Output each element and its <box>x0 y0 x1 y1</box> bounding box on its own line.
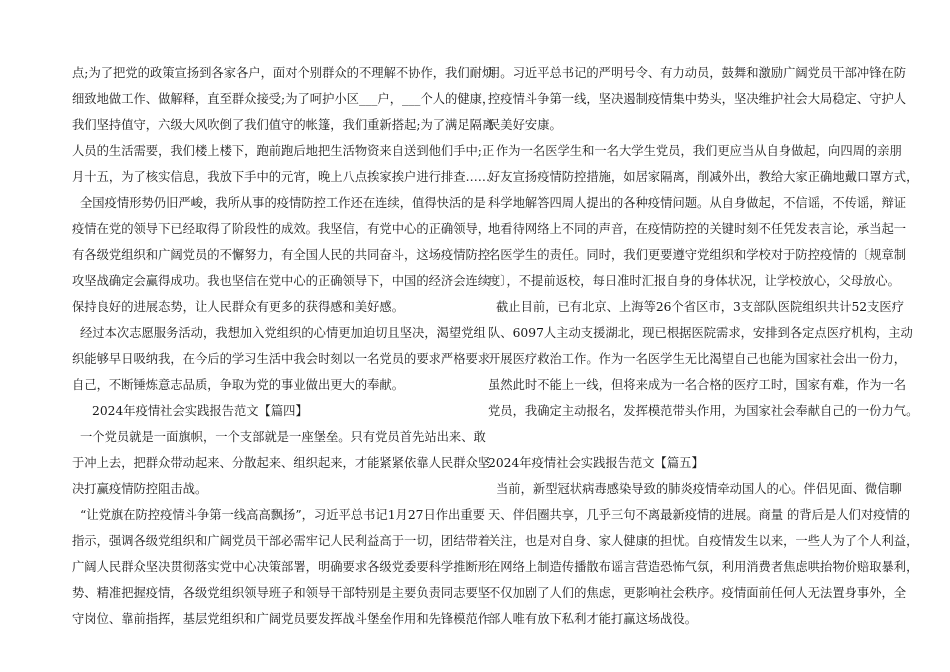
text-line: 不仅加剧了人们的焦虑，更影响社会秩序。疫情面前任何人无法置身事外，全 <box>488 586 907 600</box>
left-column <box>72 60 495 632</box>
section-heading: 2024年疫情社会实践报告范文【篇五】 <box>488 456 704 470</box>
paragraph <box>72 424 491 502</box>
text-line: 当前，新型冠状病毒感染导致的肺炎疫情牵动国人的心。伴侣见面、微信聊 <box>496 482 902 496</box>
right-column <box>488 60 919 632</box>
paragraph <box>488 138 919 294</box>
paragraph <box>72 320 491 398</box>
text-line: 党员，我确定主动报名，发挥模范带头作用，为国家社会奉献自己的一份力气。 <box>488 404 919 418</box>
text-line: 虽然此时不能上一线，但将来成为一名合格的医疗工时，国家有难，作为一名 <box>488 378 907 392</box>
text-line: 地看待网络上不同的声音，在疫情防控的关键时刻不任凭发表言论，承当起一 <box>488 222 907 236</box>
text-line: 月十五，为了核实信息，我放下手中的元宵，晚上八点挨家挨户进行排查…… <box>72 170 491 184</box>
paragraph <box>72 60 495 190</box>
text-line: 关注，也是对自身、家人健康的担忧。自疫情发生以来，一些人为了个人利益， <box>488 534 919 548</box>
text-line: 人员的生活需要，我们楼上楼下，跑前跑后地把生活物资来自送到他们手中;正 <box>72 144 495 158</box>
text-line: 队、6097人主动支援湖北，现已根据医院需求，安排到各定点医疗机构，主动 <box>488 326 913 340</box>
text-line: 作为一名医学生和一名大学生党员，我们更应当从自身做起，向四周的亲朋 <box>496 144 902 158</box>
text-line: 于冲上去，把群众带动起来、分散起来、组织起来，才能紧紧依靠人民群众坚 <box>72 456 491 470</box>
text-line: 全国疫情形势仍旧严峻，我所从事的疫情防控工作还在连续，值得快活的是 <box>80 196 486 210</box>
text-line: 攻坚战确定会赢得成功。我也坚信在党中心的正确领导下，中国的经济会连续 <box>72 274 491 288</box>
spacer <box>488 424 873 450</box>
text-line: 开展医疗救治工作。作为一名医学生无比渴望自己也能为国家社会出一份力， <box>488 352 907 366</box>
text-line: 经过本次志愿服务活动，我想加入党组织的心情更加迫切且坚决，渴望党组 <box>80 326 486 340</box>
text-line: 用。习近平总书记的严明号令、有力动员，鼓舞和激励广阔党员干部冲锋在防 <box>488 66 907 80</box>
text-line: 守岗位、靠前指挥，基层党组织和广阔党员要发挥战斗堡垒作用和先锋模范作 <box>72 612 491 626</box>
text-line: 科学地解答四周人提出的各种疫情问题。从自身做起，不信谣，不传谣，辩证 <box>488 196 907 210</box>
text-line: 一个党员就是一面旗帜，一个支部就是一座堡垒。只有党员首先站出来、敢 <box>80 430 486 444</box>
text-line: 有各级党组织和广阔党员的不懈努力，有全国人民的共同奋斗，这场疫情防控 <box>72 248 491 262</box>
text-line: 民美好安康。 <box>488 118 562 132</box>
text-line: 指示，强调各级党组织和广阔党员干部必需牢记人民利益高于一切，团结带着 <box>72 534 491 548</box>
section-heading: 2024年疫情社会实践报告范文【篇四】 <box>92 404 308 418</box>
paragraph <box>488 476 919 632</box>
text-line: 名医学生的责任。同时，我们更要遵守党组织和学校对于防控疫情的〔规章制 <box>488 248 907 262</box>
text-line: 度〕，不提前返校，每日准时汇报自身的身体状况，让学校放心，父母放心。 <box>488 274 900 288</box>
paragraph <box>488 294 919 424</box>
text-line: 广阔人民群众坚决贯彻落实党中心决策部署，明确要求各级党委要科学推断形 <box>72 560 491 574</box>
text-line: 部人唯有放下私利才能打赢这场战役。 <box>488 612 698 626</box>
text-line: 点;为了把党的政策宣扬到各家各户，面对个别群众的不理解不协作，我们耐烦 <box>72 66 495 80</box>
text-line: 决打赢疫情防控阻击战。 <box>72 482 208 496</box>
paragraph <box>72 502 491 632</box>
text-line: 保持良好的进展态势，让人民群众有更多的获得感和美好感。 <box>72 300 405 314</box>
text-line: 疫情在党的领导下已经取得了阶段性的成效。我坚信，有党中心的正确领导， <box>72 222 491 236</box>
text-line: “让党旗在防控疫情斗争第一线高高飘扬”，习近平总书记1月27日作出重要 <box>80 508 485 522</box>
text-line: 天、伴侣圈共享，几乎三句不离最新疫情的进展。商量 的背后是人们对疫情的 <box>488 508 911 522</box>
text-line: 控疫情斗争第一线，坚决遏制疫情集中势头，坚决维护社会大局稳定、守护人 <box>488 92 907 106</box>
text-line: 自己，不断锤炼意志品质，争取为党的事业做出更大的奉献。 <box>72 378 405 392</box>
text-line: 细致地做工作、做解释，直至群众接受;为了呵护小区___户，___个人的健康， <box>72 92 495 106</box>
text-line: 截止目前，已有北京、上海等26个省区市，3支部队医院组织共计52支医疗 <box>496 300 905 314</box>
text-line: 织能够早日吸纳我，在今后的学习生活中我会时刻以一名党员的要求严格要求 <box>72 352 491 366</box>
text-line: 在网络上制造传播散布谣言营造恐怖气氛，利用消费者焦虑哄抬物价赔取暴利， <box>488 560 919 574</box>
paragraph <box>72 190 491 320</box>
text-line: 势、精准把握疫情，各级党组织领导班子和领导干部特别是主要负责同志要坚 <box>72 586 491 600</box>
paragraph <box>488 60 907 138</box>
text-line: 好友宣扬疫情防控措施，如居家隔离，削减外出，教给大家正确地戴口罩方式， <box>488 170 919 184</box>
text-line: 我们坚持值守，六级大风吹倒了我们值守的帐篷，我们重新搭起;为了满足隔离 <box>72 118 495 132</box>
